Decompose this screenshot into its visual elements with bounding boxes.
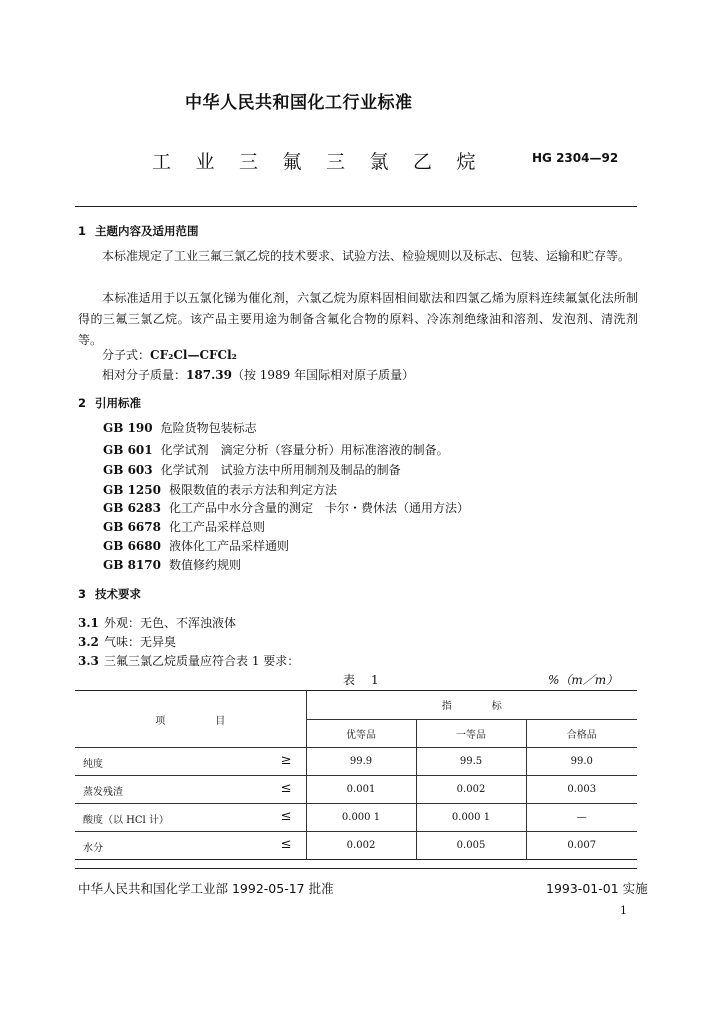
reference-item bbox=[103, 556, 241, 573]
clause-text: 三氟三氯乙烷质量应符合表 1 要求： bbox=[104, 654, 300, 668]
title-char: 三 bbox=[326, 151, 346, 173]
title-char: 工 bbox=[152, 151, 172, 173]
reference-item bbox=[103, 499, 469, 516]
molecular-mass bbox=[102, 366, 414, 383]
reference-code: GB 603 bbox=[103, 463, 153, 477]
reference-item bbox=[103, 461, 401, 478]
reference-title: 液体化工产品采样通则 bbox=[168, 539, 289, 553]
reference-title: 化学试剂 滴定分析（容量分析）用标准溶液的制备。 bbox=[160, 443, 449, 457]
value-cell: — bbox=[526, 804, 637, 832]
title-char: 乙 bbox=[413, 151, 433, 173]
footer-divider bbox=[75, 868, 637, 869]
requirement-item bbox=[78, 633, 176, 650]
section-number: 2 bbox=[78, 396, 87, 410]
reference-title: 危险货物包装标志 bbox=[160, 421, 257, 435]
section-1-heading bbox=[78, 223, 199, 239]
section-title: 主题内容及适用范围 bbox=[95, 224, 199, 238]
header-divider bbox=[75, 206, 637, 207]
title-char: 氯 bbox=[369, 151, 389, 173]
table-unit: %（m／m） bbox=[548, 673, 619, 687]
title-char: 氟 bbox=[282, 151, 302, 173]
value-cell: 99.0 bbox=[526, 748, 637, 776]
comparison-symbol: ≤ bbox=[280, 837, 292, 852]
clause-number: 3.1 bbox=[78, 616, 99, 630]
grade-header: 优等品 bbox=[306, 719, 416, 748]
title-char: 烷 bbox=[456, 151, 476, 173]
table-row bbox=[75, 748, 637, 776]
reference-code: GB 8170 bbox=[103, 558, 161, 572]
reference-item bbox=[103, 518, 265, 535]
row-label-cell bbox=[75, 776, 306, 804]
clause-number: 3.3 bbox=[78, 654, 99, 668]
row-name: 水分 bbox=[83, 843, 103, 854]
reference-code: GB 601 bbox=[103, 443, 153, 457]
value-cell: 0.002 bbox=[306, 832, 416, 860]
table-row bbox=[75, 776, 637, 804]
reference-item bbox=[103, 481, 337, 498]
reference-code: GB 6283 bbox=[103, 501, 161, 515]
section-title: 技术要求 bbox=[95, 587, 141, 601]
table-row bbox=[75, 804, 637, 832]
clause-number: 3.2 bbox=[78, 635, 99, 649]
grade-header: 合格品 bbox=[526, 719, 637, 748]
value-cell: 99.9 bbox=[306, 748, 416, 776]
formula-label: 分子式： bbox=[102, 348, 151, 362]
value-cell: 0.007 bbox=[526, 832, 637, 860]
effective-date: 1993-01-01 实施 bbox=[546, 881, 648, 896]
page-number: 1 bbox=[620, 904, 627, 917]
comparison-symbol: ≥ bbox=[280, 753, 292, 768]
value-cell: 0.001 bbox=[306, 776, 416, 804]
requirement-item bbox=[78, 614, 236, 631]
section-1-paragraph-1 bbox=[78, 246, 638, 267]
document-title bbox=[152, 147, 500, 174]
value-cell: 0.000 1 bbox=[416, 804, 526, 832]
section-1-paragraph-2 bbox=[78, 288, 638, 351]
row-name: 纯度 bbox=[83, 759, 103, 770]
comparison-symbol: ≤ bbox=[280, 781, 292, 796]
section-2-heading bbox=[78, 395, 141, 411]
reference-title: 化工产品采样总则 bbox=[168, 520, 265, 534]
mass-label: 相对分子质量： bbox=[102, 368, 187, 382]
index-header: 指 标 bbox=[306, 691, 637, 720]
reference-title: 数值修约规则 bbox=[168, 558, 241, 572]
value-cell: 0.003 bbox=[526, 776, 637, 804]
row-label-cell bbox=[75, 804, 306, 832]
mass-note: （按 1989 年国际相对原子质量） bbox=[231, 368, 415, 382]
table-row bbox=[75, 832, 637, 860]
section-number: 1 bbox=[78, 224, 87, 238]
clause-text: 外观：无色、不浑浊液体 bbox=[104, 616, 237, 630]
row-label-cell bbox=[75, 748, 306, 776]
section-title: 引用标准 bbox=[95, 396, 141, 410]
row-name: 酸度（以 HCl 计） bbox=[83, 815, 169, 826]
clause-text: 气味：无异臭 bbox=[104, 635, 177, 649]
value-cell: 99.5 bbox=[416, 748, 526, 776]
value-cell: 0.005 bbox=[416, 832, 526, 860]
reference-item bbox=[103, 419, 257, 436]
reference-code: GB 190 bbox=[103, 421, 153, 435]
reference-title: 化学试剂 试验方法中所用制剂及制品的制备 bbox=[160, 463, 401, 477]
requirement-item bbox=[78, 652, 299, 669]
value-cell: 0.002 bbox=[416, 776, 526, 804]
approval-statement: 中华人民共和国化学工业部 1992-05-17 批准 bbox=[78, 881, 334, 896]
reference-title: 化工产品中水分含量的测定 卡尔・费休法（通用方法） bbox=[168, 501, 469, 515]
comparison-symbol: ≤ bbox=[280, 809, 292, 824]
reference-item bbox=[103, 537, 289, 554]
paragraph-text: 本标准规定了工业三氟三氯乙烷的技术要求、试验方法、检验规则以及标志、包装、运输和贮存等。 bbox=[102, 249, 631, 263]
reference-code: GB 6678 bbox=[103, 520, 161, 534]
row-label-cell bbox=[75, 832, 306, 860]
standard-code: HG 2304—92 bbox=[532, 151, 619, 165]
reference-item bbox=[103, 441, 449, 458]
reference-code: GB 1250 bbox=[103, 483, 161, 497]
grade-header: 一等品 bbox=[416, 719, 526, 748]
paragraph-text: 本标准适用于以五氯化锑为催化剂，六氯乙烷为原料固相间歇法和四氯乙烯为原料连续氟氯化法所制得的三氟三氯乙烷。该产品主要用途为制备含氟化合物的原料、冷冻剂绝缘油和溶剂、发泡剂、清洗剂等。 bbox=[78, 291, 638, 347]
row-name: 蒸发残渣 bbox=[83, 787, 123, 798]
section-number: 3 bbox=[78, 587, 87, 601]
item-header: 项 目 bbox=[75, 691, 306, 748]
reference-code: GB 6680 bbox=[103, 539, 161, 553]
standard-org-title: 中华人民共和国化工行业标准 bbox=[185, 93, 413, 113]
formula-value: CF₂Cl—CFCl₂ bbox=[150, 348, 237, 362]
table-caption: 表 1 bbox=[343, 673, 381, 687]
title-char: 三 bbox=[239, 151, 259, 173]
section-3-heading bbox=[78, 586, 141, 602]
mass-value: 187.39 bbox=[186, 368, 232, 382]
reference-title: 极限数值的表示方法和判定方法 bbox=[168, 483, 337, 497]
molecular-formula bbox=[102, 346, 237, 363]
title-char: 业 bbox=[195, 151, 215, 173]
quality-spec-table bbox=[75, 690, 637, 860]
value-cell: 0.000 1 bbox=[306, 804, 416, 832]
